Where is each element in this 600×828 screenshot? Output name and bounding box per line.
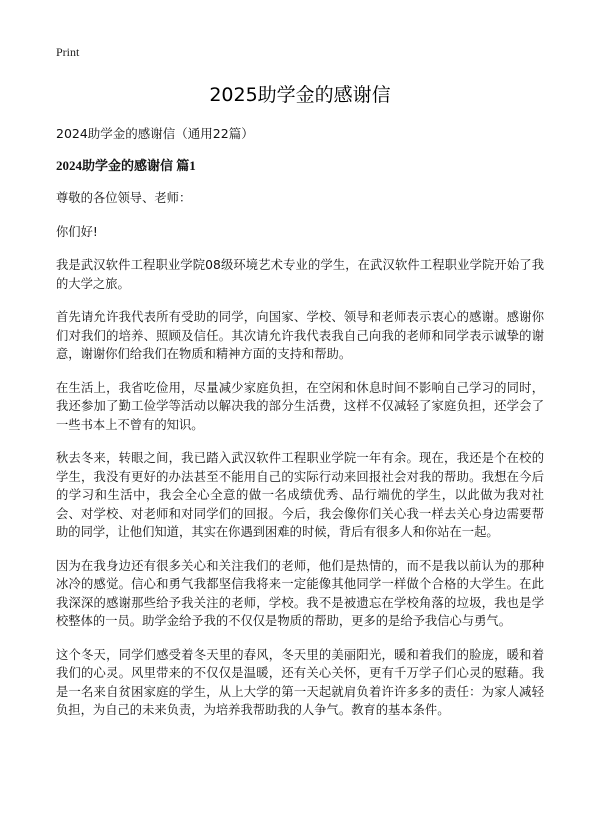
print-link[interactable]: Print — [56, 45, 80, 59]
salutation: 尊敬的各位领导、老师： — [56, 191, 192, 205]
page-title: 2025助学金的感谢信 — [209, 84, 391, 106]
paragraph-intro: 我是武汉软件工程职业学院08级环境艺术专业的学生，在武汉软件工程职业学院开始了我的大学之旅。 — [56, 258, 544, 291]
document-subtitle: 2024助学金的感谢信（通用22篇） — [56, 126, 254, 141]
paragraph-autumn: 秋去冬来，转眼之间，我已踏入武汉软件工程职业学院一年有余。现在，我还是个在校的学生，我没有更好的办法甚至不能用自己的实际行动来回报社会对我的帮助。我想在今后的学习和生活中，我会全心全意的做一名成绩优秀、品行端优的学生，以此做为我对社会、对学校、对老师和对同学们的回报。今后，我会像你们关心我一样去关心身边需要帮助的同学，让他们知道，其实在你遇到困难的时候，背后有很多人和你站在一起。 — [56, 451, 544, 539]
section-heading: 2024助学金的感谢信 篇1 — [56, 158, 196, 173]
paragraph-life: 在生活上，我省吃俭用，尽量减少家庭负担，在空闲和休息时间不影响自己学习的同时，我还参加了勤工俭学等活动以解决我的部分生活费，这样不仅减轻了家庭负担，还学会了一些书本上不曾有的知识。 — [56, 380, 544, 432]
paragraph-winter: 这个冬天，同学们感受着冬天里的春风，冬天里的美丽阳光，暖和着我们的脸庞，暖和着我们的心灵。风里带来的不仅仅是温暖，还有关心关怀，更有千万学子们心灵的慰藉。我是一名来自贫困家庭的学生，从上大学的第一天起就肩负着许许多多的责任：为家人减轻负担，为自己的未来负责，为培养我帮助我的人争气。教育的基本条件。 — [56, 647, 544, 717]
paragraph-thanks: 首先请允许我代表所有受助的同学，向国家、学校、领导和老师表示衷心的感谢。感谢你们对我们的培养、照顾及信任。其次请允许我代表我自己向我的老师和同学表示诚挚的谢意，谢谢你们给我们在物质和精神方面的支持和帮助。 — [56, 310, 544, 361]
paragraph-teachers: 因为在我身边还有很多关心和关注我们的老师，他们是热情的，而不是我以前认为的那种冰冷的感觉。信心和勇气我都坚信我将来一定能像其他同学一样做个合格的大学生。在此我深深的感谢那些给予我关注的老师，学校。我不是被遗忘在学校角落的垃圾，我也是学校整体的一员。助学金给予我的不仅仅是物质的帮助，更多的是给予我信心与勇气。 — [56, 558, 544, 628]
greeting: 你们好! — [56, 224, 98, 239]
